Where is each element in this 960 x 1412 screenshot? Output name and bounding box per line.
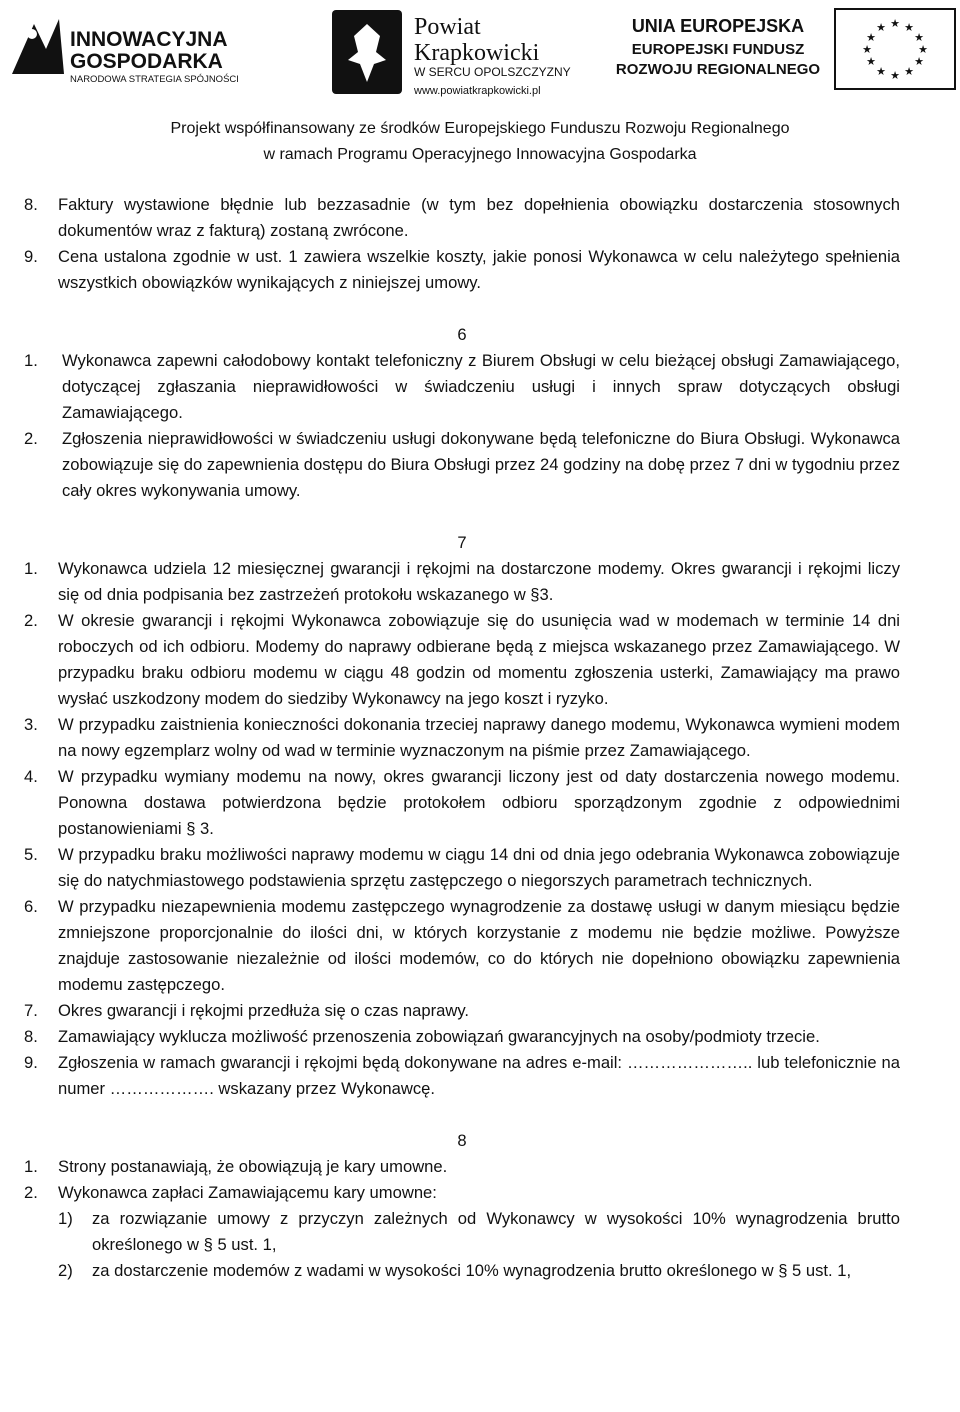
innowacyjna-gospodarka-logo <box>4 4 244 104</box>
svg-text:★: ★ <box>914 55 924 68</box>
logo-pk-line3: W SERCU OPOLSZCZYZNY <box>414 65 571 79</box>
header-logos <box>0 0 960 108</box>
item-number: 7. <box>24 1001 38 1020</box>
item-number: 3. <box>24 715 38 734</box>
list-item <box>24 1024 900 1050</box>
item-number: 4. <box>24 767 38 786</box>
logo-ue-line2: EUROPEJSKI FUNDUSZ <box>631 41 805 58</box>
item-text: Strony postanawiają, że obowiązują je kary umowne. <box>58 1157 448 1176</box>
logo-pk-line1: Powiat <box>414 14 481 40</box>
list-item <box>24 608 900 712</box>
item-number: 2. <box>24 429 38 448</box>
list-item <box>24 1180 900 1206</box>
list-item <box>24 894 900 998</box>
svg-text:★: ★ <box>918 43 928 56</box>
list-item <box>24 842 900 894</box>
item-number: 9. <box>24 1053 38 1072</box>
svg-text:★: ★ <box>914 31 924 44</box>
logo-ig-line3: NARODOWA STRATEGIA SPÓJNOŚCI <box>70 74 239 85</box>
logo-pk-line2: Krapkowicki <box>414 40 540 66</box>
logo-ig-line2: GOSPODARKA <box>70 50 223 73</box>
svg-text:★: ★ <box>904 21 914 34</box>
logo-ig-line1: INNOWACYJNA <box>70 28 228 51</box>
list-item <box>24 244 900 296</box>
list-item <box>24 1050 900 1102</box>
item-number: 2. <box>24 1183 38 1202</box>
svg-text:★: ★ <box>904 65 914 78</box>
item-number: 9. <box>24 247 38 266</box>
item-number: 8. <box>24 1027 38 1046</box>
caption-line-1: Projekt współfinansowany ze środków Europejskiego Funduszu Rozwoju Regionalnego <box>170 120 790 137</box>
item-text: Wykonawca zapłaci Zamawiającemu kary umowne: <box>58 1183 437 1202</box>
sub-item-text: za rozwiązanie umowy z przyczyn zależnych od Wykonawcy w wysokości 10% wynagrodzenia brutto określonego w § 5 ust. 1, <box>92 1209 900 1254</box>
item-text: W przypadku wymiany modemu na nowy, okres gwarancji liczony jest od daty dostarczenia nowego modemu. Ponowna dostawa potwierdzona będzie protokołem odbioru sporządzonym zgodnie z odpowiednimi postanowieniami § 3. <box>58 767 900 838</box>
item-number: 6. <box>24 897 38 916</box>
list-item <box>24 712 900 764</box>
project-caption <box>0 116 960 168</box>
svg-text:★: ★ <box>890 69 900 82</box>
sub-item-number: 2) <box>58 1261 73 1280</box>
item-text: W okresie gwarancji i rękojmi Wykonawca zobowiązuje się do usunięcia wad w modemach w terminie 14 dni roboczych od ich odbioru. Modemy do naprawy odbierane będą z miejsca wskazanego przez Zamawiającego. W przypadku braku odbioru modemu w ciągu 48 godzin od momentu zgłoszenia usterki, Zamawiający ma prawo wysłać uszkodzony modem do siedziby Wykonawcy na jego koszt i ryzyko. <box>58 611 900 708</box>
svg-text:★: ★ <box>876 65 886 78</box>
list-item <box>24 556 900 608</box>
list-item <box>24 764 900 842</box>
list-item <box>24 348 900 426</box>
logo-pk-url: www.powiatkrapkowicki.pl <box>414 85 541 97</box>
svg-text:★: ★ <box>890 17 900 30</box>
item-text: Faktury wystawione błędnie lub bezzasadnie (w tym bez dopełnienia obowiązku dostarczenia stosownych dokumentów wraz z fakturą) zostaną zwrócone. <box>58 195 900 240</box>
document-body <box>24 192 900 1284</box>
item-number: 1. <box>24 559 38 578</box>
item-number: 1. <box>24 1157 38 1176</box>
sub-item-text: za dostarczenie modemów z wadami w wysokości 10% wynagrodzenia brutto określonego w § 5 ust. 1, <box>92 1261 852 1280</box>
svg-text:★: ★ <box>866 31 876 44</box>
item-text: W przypadku niezapewnienia modemu zastępczego wynagrodzenie za dostawę usługi w danym miesiącu będzie zmniejszone proporcjonalnie do ilości dni, w których korzystanie z modemu nie będzie możliwe. Powyższe znajduje zastosowanie niezależnie od ilości modemów, co do których nie dopełniono obowiązku zapewnienia modemu zastępczego. <box>58 897 900 994</box>
section-8-title: 8 <box>457 1131 467 1150</box>
logo-ue-line1: UNIA EUROPEJSKA <box>631 16 805 36</box>
section-6-title: 6 <box>457 325 467 344</box>
section-7-title: 7 <box>457 533 467 552</box>
list-item <box>24 192 900 244</box>
list-item <box>24 426 900 504</box>
item-text: Wykonawca udziela 12 miesięcznej gwarancji i rękojmi na dostarczone modemy. Okres gwarancji i rękojmi liczy się od dnia podpisania bez zastrzeżeń protokołu wskazanego w §3. <box>58 559 900 604</box>
unia-europejska-logo <box>612 4 824 104</box>
item-text: Zamawiający wyklucza możliwość przenoszenia zobowiązań gwarancyjnych na osoby/podmioty trzecie. <box>58 1027 820 1046</box>
list-item <box>24 998 900 1024</box>
item-text: W przypadku zaistnienia konieczności dokonania trzeciej naprawy danego modemu, Wykonawca wymieni modem na nowy egzemplarz wolny od wad w terminie wyznaczonym na piśmie przez Zamawiającego. <box>58 715 900 760</box>
item-text: Okres gwarancji i rękojmi przedłuża się o czas naprawy. <box>58 1001 470 1020</box>
item-number: 2. <box>24 611 38 630</box>
eu-flag-icon <box>834 8 956 90</box>
powiat-krapkowicki-logo <box>330 4 590 104</box>
sub-list-item <box>58 1258 900 1284</box>
list-item <box>24 1154 900 1180</box>
item-number: 5. <box>24 845 38 864</box>
item-text: Zgłoszenia nieprawidłowości w świadczeniu usługi dokonywane będą telefoniczne do Biura Obsługi. Wykonawca zobowiązuje się do zapewnienia dostępu do Biura Obsługi przez 24 godziny na dobę przez 7 dni w tygodniu przez cały okres wykonywania umowy. <box>62 429 900 500</box>
sub-item-number: 1) <box>58 1209 73 1228</box>
item-text: Wykonawca zapewni całodobowy kontakt telefoniczny z Biurem Obsługi w celu bieżącej obsługi Zamawiającego, dotyczącej zgłaszania nieprawidłowości w świadczeniu usługi i innych spraw dotyczących obsługi Zamawiającego. <box>62 351 900 422</box>
sub-list-item <box>58 1206 900 1258</box>
caption-line-2: w ramach Programu Operacyjnego Innowacyjna Gospodarka <box>263 146 697 163</box>
item-number: 1. <box>24 351 38 370</box>
svg-text:★: ★ <box>876 21 886 34</box>
logo-ue-line3: ROZWOJU REGIONALNEGO <box>615 61 821 78</box>
item-text: Cena ustalona zgodnie w ust. 1 zawiera wszelkie koszty, jakie ponosi Wykonawca w celu należytego spełnienia wszystkich obowiązków wynikających z niniejszej umowy. <box>58 247 900 292</box>
svg-text:★: ★ <box>862 43 872 56</box>
item-text: W przypadku braku możliwości naprawy modemu w ciągu 14 dni od dnia jego odebrania Wykonawca zobowiązuje się do natychmiastowego podstawienia sprzętu zastępczego o niegorszych parametrach technicznych. <box>58 845 900 890</box>
svg-text:★: ★ <box>866 55 876 68</box>
item-text: Zgłoszenia w ramach gwarancji i rękojmi będą dokonywane na adres e-mail: ………………….. lub telefonicznie na numer ………………. wskazany przez Wykonawcę. <box>58 1053 900 1098</box>
item-number: 8. <box>24 195 38 214</box>
